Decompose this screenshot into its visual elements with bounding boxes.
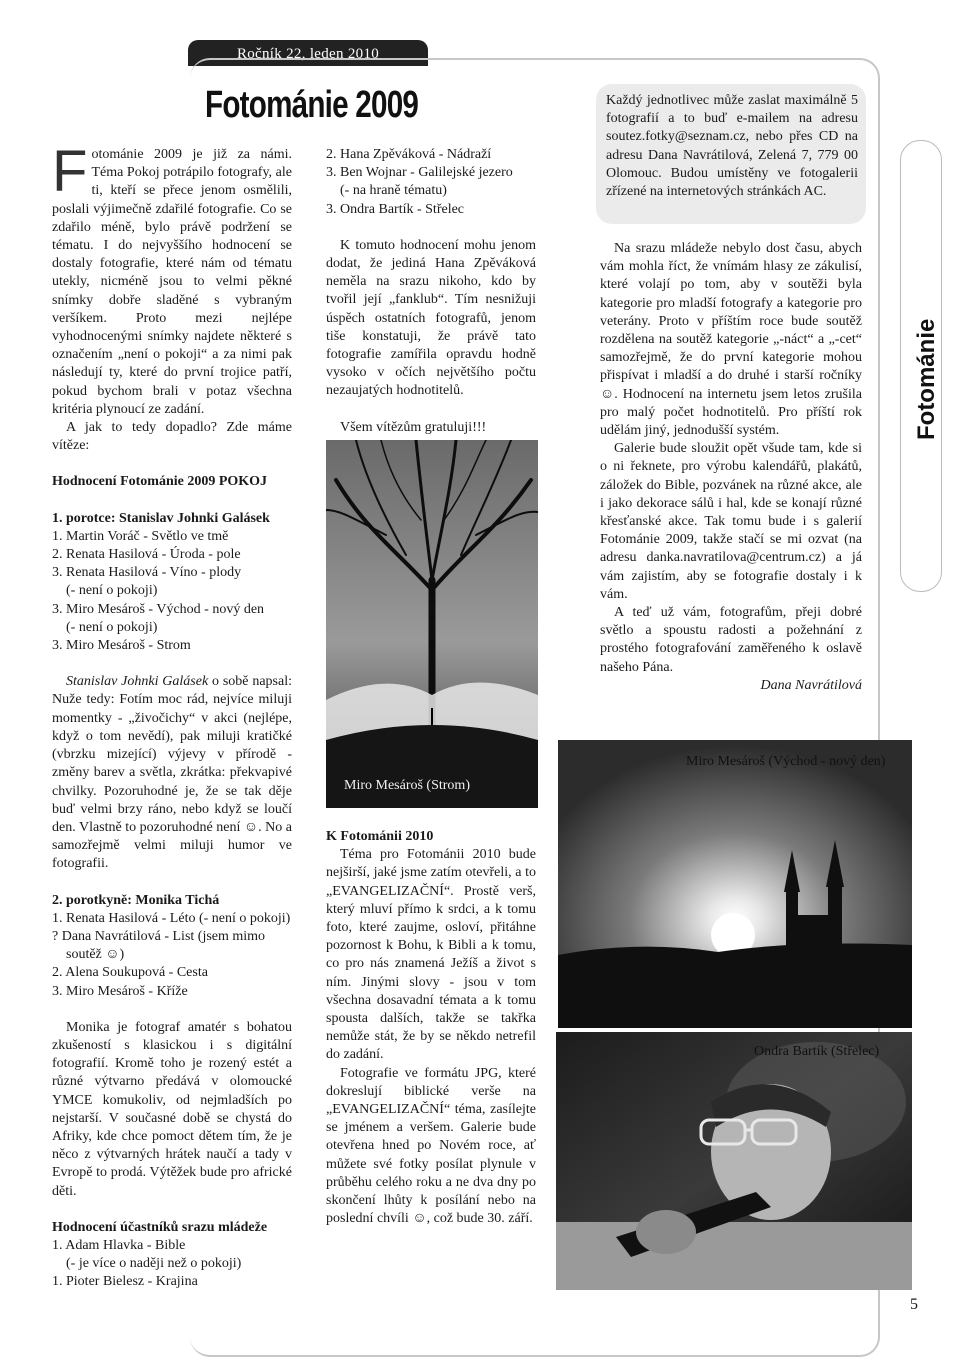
fotomanie-2010-text-1: Téma pro Fotománii 2010 bude nejširší, jaké jsme zatím otevřeli, a to „EVANGELIZAČNÍ“. Prostě verš, který mluví přímo k srdci, a k tomu foto, které zaujme, osloví, přitáhne pozornost k Bohu, k Bibli a k tomu, co pro nás znamená Ježíš a život s ním. Jinými slovy - jsou v tom všechna dosavadní témata a k tomu spousta dalších, takže se takřka nemůže stát, že by se někdo netrefil do zadání. (326, 847, 536, 1063)
list-item: 3. Ondra Bartík - Střelec (326, 201, 465, 217)
list-item: 3. Miro Mesároš - Východ - nový den (52, 601, 265, 617)
section-label-text: Fotománie (913, 318, 940, 440)
list-item: 3. Renata Hasilová - Víno - plody (52, 565, 242, 581)
juror2-list (52, 910, 292, 1001)
list-item: 3. Ben Wojnar - Galilejské jezero (326, 165, 513, 181)
list-item: 2. Hana Zpěváková - Nádraží (326, 147, 492, 162)
list-item: 1. Renata Hasilová - Léto (- není o pokoji) (52, 910, 291, 926)
list-item: 3. Miro Mesároš - Kříže (52, 983, 188, 999)
list-item: (- není o pokoji) (66, 619, 158, 635)
photo-sunrise-caption: Miro Mesároš (Východ - nový den) (686, 754, 886, 769)
fotomanie-2010-text-2: Fotografie ve formátu JPG, které dokreslují biblické verše na „EVANGELIZAČNÍ“ téma, zasílejte se jménem a veršem. Galerie bude otevřena hned po Novém roce, ať můžete své fotky posílat plynule v průběhu celého roku a ne dva dny po skončení lhůty k posílání nebo na poslední chvíli ☺, což bude 30. září. (326, 1065, 536, 1227)
section-label (882, 300, 960, 460)
list-item: (- na hraně tématu) (340, 183, 447, 199)
photo-tree-caption: Miro Mesároš (Strom) (344, 778, 470, 793)
fotomanie-2010-heading: K Fotománii 2010 (326, 829, 434, 844)
list-item: 1. Pioter Bielesz - Krajina (52, 1274, 198, 1290)
drop-cap: F (52, 139, 88, 204)
photo-shooter-caption: Ondra Bartík (Střelec) (754, 1044, 880, 1059)
list-item: (- je více o naději než o pokoji) (66, 1256, 242, 1272)
col3-paragraph-1: Na srazu mládeže nebylo dost času, abych vám mohla říct, že vnímám hlasy ze zákulisí, které volají po tom, aby v soutěži byla kategorie pro mladší fotografy a kategorie pro veterány. Proto v příštím roce bude soutěž rozdělena na soutěž kategorie „-náct“ a „-cet“ samozřejmě, že do první kategorie mohou přispívat i mladší a do druhé i starší ročníky☺. Hodnocení na internetu jsem letos zrušila pro malý počet hodnotitelů. Pro příští rok udělám jiný, jednodušší systém. (600, 241, 862, 439)
photo-tree (326, 440, 538, 808)
col3-paragraph-2: Galerie bude sloužit opět všude tam, kde si o ni řeknete, pro výrobu kalendářů, plakátů, záložek do Bible, pozvánek na různé akce, ale i jako dekorace sálů i hal, kde se konají různé křesťanské akce. Tak tomu bude i s galerií Fotománie 2009, takže stačí se mi ozvat (na adresu danka.navratilova@centrum.cz) a já vám zajistím, aby se fotografie dostaly i k vám. (600, 441, 862, 602)
list-item: soutěž ☺) (66, 947, 125, 963)
fotomanie-2010-section (326, 828, 536, 1228)
issue-header: Ročník 22, leden 2010 (188, 40, 428, 66)
juror2-bio: Monika je fotograf amatér s bohatou zkušeností s klasickou i s digitální fotografií. Kromě toho je rozený estét a různé výtvarno předává v olomoucké YMCE komukoliv, od nejmladších po nejstarší. V současné době se chystá do Afriky, kde chce pomoct dětem tím, že je něco z výtvarných hrátek naučí a tady v Evropě to prodá. Výtěžek bude pro africké děti. (52, 1019, 292, 1199)
photo-sunrise (558, 740, 912, 1028)
column-middle (326, 146, 536, 437)
list-item: 2. Alena Soukupová - Cesta (52, 965, 208, 981)
col2-paragraph: K tomuto hodnocení mohu jenom dodat, že jediná Hana Zpěváková neměla na srazu nikoho, kdo by tvořil její „fanklub“. Tím nesnižuji úspěch ostatních fotografů, jenom tiše konstatuji, že právě tato fotografie zamířila opravdu hodně vysoko v očích největšího počtu nezaujatých hodnotitelů. (326, 237, 536, 399)
column-right (600, 240, 862, 695)
juror1-list (52, 528, 292, 655)
results-heading: Hodnocení Fotománie 2009 POKOJ (52, 474, 268, 490)
page-number: 5 (896, 1290, 932, 1320)
author-signature: Dana Navrátilová (760, 677, 862, 693)
juror1-name: Stanislav Johnki Galásek (66, 674, 209, 690)
intro-text: otománie 2009 je již za námi. Téma Pokoj potrápilo fotografy, ale ti, kteří se přece jenom osmělili, poslali výjimečně zdařilé fotografie. Co se zdařilo méně, bylo právě podržení se tématu. I do nejvyššího hodnocení se dostaly fotografie, které nám od tématu utekly, nicméně jsou to velmi pěkné snímky dobře sladěné s vybraným veršíkem. Proto mezi nejlépe vyhodnocenými snímky najdete některé s označením „není o pokoji“ a za nimi pak následují ty, které do první trojice patří, pokud bychom brali v potaz všechna kritéria plynoucí ze zadání. (52, 147, 292, 417)
youth-heading: Hodnocení účastníků srazu mládeže (52, 1219, 268, 1235)
intro-paragraph (52, 139, 292, 419)
list-item: 2. Renata Hasilová - Úroda - pole (52, 547, 241, 563)
list-item: (- není o pokoji) (66, 583, 158, 599)
column-left (52, 139, 292, 1292)
juror1-heading: 1. porotce: Stanislav Johnki Galásek (52, 510, 270, 526)
col2-list (326, 146, 536, 219)
list-item: 1. Martin Voráč - Světlo ve tmě (52, 528, 229, 544)
youth-list (52, 1237, 292, 1292)
contact-box: Každý jednotlivec může zaslat maximálně 5 fotografií a to buď e-mailem na adresu soutez.fotky@seznam.cz, nebo přes CD na adresu Dana Navrátilová, Zelená 7, 779 00 Olomouc. Budou umístěny ve fotogalerii zřízené na internetových stránkách AC. (596, 84, 866, 224)
article-title: Fotománie 2009 (205, 84, 419, 126)
juror1-bio (52, 673, 292, 873)
congratulations: Všem vítězům gratuluji!!! (340, 419, 487, 435)
list-item: 1. Adam Hlavka - Bible (52, 1237, 186, 1253)
juror1-bio-text: o sobě napsal: Nuže tedy: Fotím moc rád, nejvíce miluji momentky - „živočichy“ v akci (nejlépe, když o tom nevědí), pak miluji kratičké (vbrzku mizející) výjevy v přírodě - změny barev a světla, zkrátka: překvapivé chvilky. Pozoruhodné je, že se tak děje buď velmi brzy ráno, nebo když se loučí den. Vlastně to pozoruhodné není ☺. No a samozřejmě velmi miluji humor ve fotografii. (52, 674, 292, 872)
list-item: 3. Miro Mesároš - Strom (52, 638, 191, 654)
list-item: ? Dana Navrátilová - List (jsem mimo (52, 928, 266, 944)
photo-shooter (556, 1032, 912, 1290)
col3-paragraph-3: A teď už vám, fotografům, přeji dobré světlo a spoustu radosti a požehnání z prostého fotografování zaměřeného k oslavě našeho Pána. (600, 605, 862, 675)
intro-question: A jak to tedy dopadlo? Zde máme vítěze: (52, 420, 292, 454)
juror2-heading: 2. porotkyně: Monika Tichá (52, 892, 220, 908)
